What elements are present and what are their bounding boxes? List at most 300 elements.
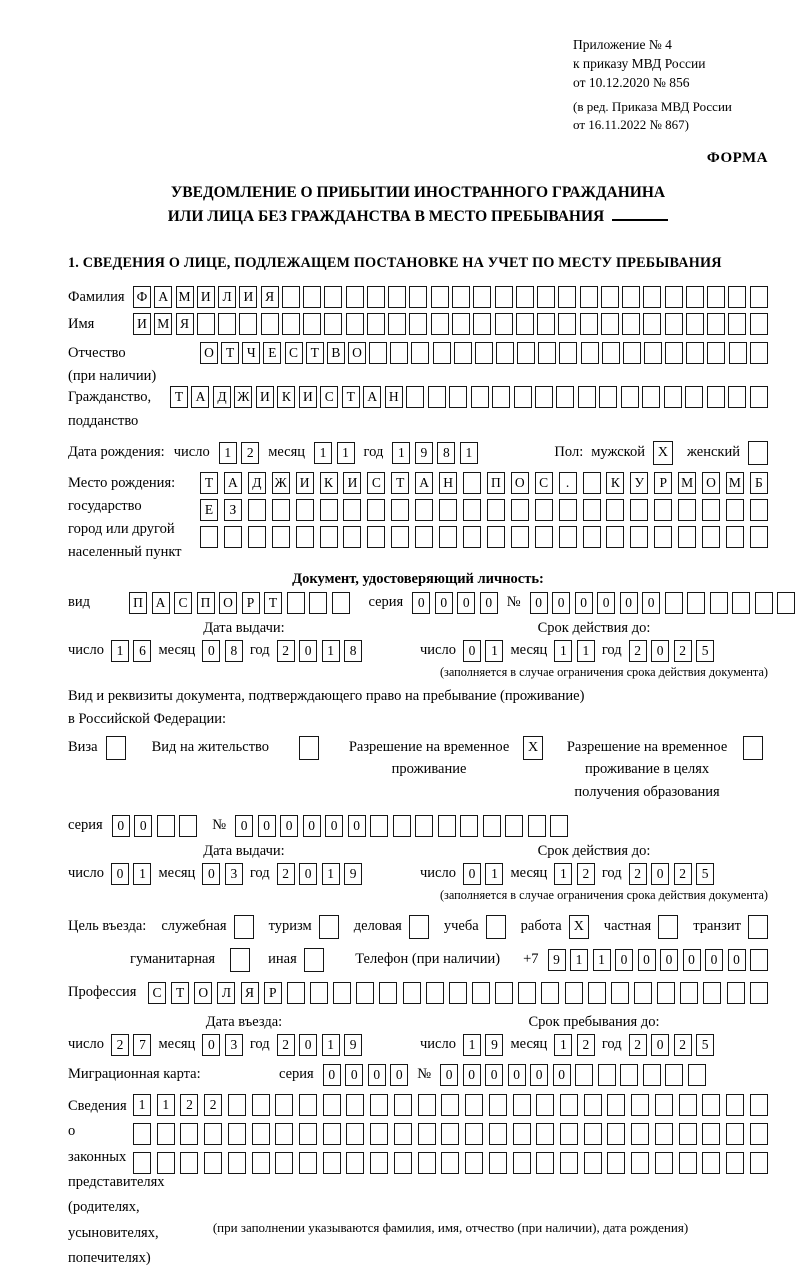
residence-permit-checkbox[interactable] [299, 736, 319, 760]
char-cell[interactable]: Т [342, 386, 360, 408]
char-cell[interactable]: 2 [629, 640, 647, 662]
char-cell[interactable] [204, 1123, 222, 1145]
char-cell[interactable]: 5 [696, 1034, 714, 1056]
char-cell[interactable] [487, 526, 505, 548]
char-cell[interactable] [272, 499, 290, 521]
char-cell[interactable] [726, 526, 744, 548]
char-cell[interactable] [370, 1094, 388, 1116]
char-cell[interactable]: 6 [133, 640, 151, 662]
char-cell[interactable] [323, 1123, 341, 1145]
char-cell[interactable] [367, 313, 385, 335]
char-cell[interactable] [415, 499, 433, 521]
char-cell[interactable] [296, 499, 314, 521]
char-cell[interactable] [320, 526, 338, 548]
char-cell[interactable] [558, 286, 576, 308]
char-cell[interactable]: 9 [485, 1034, 503, 1056]
char-cell[interactable] [393, 815, 411, 837]
char-cell[interactable]: 0 [280, 815, 298, 837]
char-cell[interactable] [535, 499, 553, 521]
char-cell[interactable] [343, 526, 361, 548]
char-cell[interactable] [528, 815, 546, 837]
char-cell[interactable]: Е [200, 499, 218, 521]
char-cell[interactable]: В [327, 342, 345, 364]
char-cell[interactable]: К [277, 386, 295, 408]
char-cell[interactable] [621, 386, 639, 408]
char-cell[interactable] [581, 342, 599, 364]
char-cell[interactable]: 0 [440, 1064, 458, 1086]
char-cell[interactable] [179, 815, 197, 837]
char-cell[interactable] [516, 286, 534, 308]
sex-female-checkbox[interactable] [748, 441, 768, 465]
char-cell[interactable] [518, 982, 536, 1004]
char-cell[interactable] [460, 815, 478, 837]
char-cell[interactable]: 0 [463, 863, 481, 885]
char-cell[interactable] [333, 982, 351, 1004]
char-cell[interactable] [370, 1123, 388, 1145]
char-cell[interactable] [631, 1094, 649, 1116]
char-cell[interactable] [726, 1094, 744, 1116]
char-cell[interactable] [578, 386, 596, 408]
char-cell[interactable] [409, 286, 427, 308]
char-cell[interactable]: И [197, 286, 215, 308]
char-cell[interactable]: 0 [202, 640, 220, 662]
char-cell[interactable]: 1 [392, 442, 410, 464]
char-cell[interactable] [282, 313, 300, 335]
char-cell[interactable]: 1 [133, 863, 151, 885]
char-cell[interactable] [472, 982, 490, 1004]
char-cell[interactable] [702, 526, 720, 548]
char-cell[interactable]: Б [750, 472, 768, 494]
char-cell[interactable] [538, 342, 556, 364]
char-cell[interactable] [282, 286, 300, 308]
visa-checkbox[interactable] [106, 736, 126, 760]
char-cell[interactable] [728, 313, 746, 335]
char-cell[interactable]: У [630, 472, 648, 494]
char-cell[interactable] [685, 386, 703, 408]
char-cell[interactable]: 9 [415, 442, 433, 464]
char-cell[interactable] [272, 526, 290, 548]
char-cell[interactable]: К [606, 472, 624, 494]
char-cell[interactable] [750, 526, 768, 548]
char-cell[interactable] [418, 1123, 436, 1145]
char-cell[interactable] [777, 592, 795, 614]
char-cell[interactable]: 1 [485, 863, 503, 885]
char-cell[interactable] [513, 1094, 531, 1116]
char-cell[interactable] [511, 499, 529, 521]
char-cell[interactable] [403, 982, 421, 1004]
char-cell[interactable] [495, 313, 513, 335]
char-cell[interactable] [463, 526, 481, 548]
char-cell[interactable] [707, 386, 725, 408]
char-cell[interactable] [630, 526, 648, 548]
char-cell[interactable] [702, 499, 720, 521]
char-cell[interactable] [606, 499, 624, 521]
char-cell[interactable]: Т [391, 472, 409, 494]
char-cell[interactable] [415, 526, 433, 548]
char-cell[interactable]: 0 [463, 640, 481, 662]
char-cell[interactable]: 0 [728, 949, 746, 971]
char-cell[interactable]: 1 [322, 1034, 340, 1056]
char-cell[interactable] [346, 1123, 364, 1145]
char-cell[interactable] [654, 526, 672, 548]
char-cell[interactable]: Л [217, 982, 235, 1004]
char-cell[interactable]: 0 [235, 815, 253, 837]
char-cell[interactable] [631, 1123, 649, 1145]
char-cell[interactable] [556, 386, 574, 408]
char-cell[interactable] [622, 313, 640, 335]
char-cell[interactable]: 2 [629, 1034, 647, 1056]
char-cell[interactable] [310, 982, 328, 1004]
char-cell[interactable]: 1 [219, 442, 237, 464]
char-cell[interactable] [513, 1123, 531, 1145]
char-cell[interactable]: И [299, 386, 317, 408]
char-cell[interactable] [324, 286, 342, 308]
char-cell[interactable]: 0 [705, 949, 723, 971]
char-cell[interactable]: П [197, 592, 215, 614]
char-cell[interactable] [228, 1123, 246, 1145]
char-cell[interactable]: 0 [345, 1064, 363, 1086]
char-cell[interactable]: 8 [225, 640, 243, 662]
char-cell[interactable] [438, 815, 456, 837]
char-cell[interactable] [665, 342, 683, 364]
char-cell[interactable]: Р [242, 592, 260, 614]
char-cell[interactable]: 5 [696, 863, 714, 885]
char-cell[interactable]: А [191, 386, 209, 408]
char-cell[interactable] [495, 286, 513, 308]
char-cell[interactable] [463, 499, 481, 521]
char-cell[interactable] [367, 286, 385, 308]
char-cell[interactable] [707, 342, 725, 364]
char-cell[interactable] [411, 342, 429, 364]
char-cell[interactable] [441, 1094, 459, 1116]
char-cell[interactable]: Ч [242, 342, 260, 364]
char-cell[interactable]: 0 [111, 863, 129, 885]
char-cell[interactable]: 2 [277, 640, 295, 662]
char-cell[interactable] [367, 499, 385, 521]
char-cell[interactable] [702, 1123, 720, 1145]
char-cell[interactable] [644, 342, 662, 364]
char-cell[interactable] [583, 499, 601, 521]
char-cell[interactable]: 0 [202, 1034, 220, 1056]
char-cell[interactable] [536, 1094, 554, 1116]
char-cell[interactable] [755, 592, 773, 614]
char-cell[interactable]: Р [264, 982, 282, 1004]
char-cell[interactable]: 1 [133, 1094, 151, 1116]
char-cell[interactable]: Д [248, 472, 266, 494]
temp-residence-checkbox[interactable]: X [523, 736, 543, 760]
char-cell[interactable] [665, 1064, 683, 1086]
char-cell[interactable]: 0 [552, 592, 570, 614]
char-cell[interactable] [560, 1123, 578, 1145]
purpose-transit-checkbox[interactable] [748, 915, 768, 939]
char-cell[interactable]: 0 [651, 640, 669, 662]
char-cell[interactable]: С [535, 472, 553, 494]
char-cell[interactable] [287, 592, 305, 614]
char-cell[interactable]: Е [263, 342, 281, 364]
char-cell[interactable] [418, 1094, 436, 1116]
char-cell[interactable] [657, 982, 675, 1004]
char-cell[interactable] [343, 499, 361, 521]
char-cell[interactable]: 0 [638, 949, 656, 971]
char-cell[interactable]: К [320, 472, 338, 494]
char-cell[interactable] [607, 1094, 625, 1116]
char-cell[interactable]: 1 [460, 442, 478, 464]
char-cell[interactable] [261, 313, 279, 335]
char-cell[interactable] [406, 386, 424, 408]
char-cell[interactable]: 2 [674, 863, 692, 885]
char-cell[interactable]: О [511, 472, 529, 494]
char-cell[interactable]: 0 [463, 1064, 481, 1086]
char-cell[interactable] [320, 499, 338, 521]
char-cell[interactable] [287, 982, 305, 1004]
char-cell[interactable]: 0 [368, 1064, 386, 1086]
char-cell[interactable] [750, 1123, 768, 1145]
char-cell[interactable] [680, 982, 698, 1004]
char-cell[interactable] [388, 286, 406, 308]
char-cell[interactable] [703, 982, 721, 1004]
char-cell[interactable]: 9 [344, 863, 362, 885]
char-cell[interactable] [388, 313, 406, 335]
char-cell[interactable] [303, 313, 321, 335]
char-cell[interactable] [678, 499, 696, 521]
char-cell[interactable]: Я [261, 286, 279, 308]
char-cell[interactable]: Я [176, 313, 194, 335]
char-cell[interactable]: 2 [674, 1034, 692, 1056]
char-cell[interactable] [634, 982, 652, 1004]
char-cell[interactable]: 0 [615, 949, 633, 971]
char-cell[interactable] [686, 286, 704, 308]
char-cell[interactable]: 9 [344, 1034, 362, 1056]
char-cell[interactable] [606, 526, 624, 548]
char-cell[interactable]: М [176, 286, 194, 308]
char-cell[interactable]: З [224, 499, 242, 521]
char-cell[interactable] [630, 499, 648, 521]
char-cell[interactable] [750, 342, 768, 364]
char-cell[interactable]: Н [385, 386, 403, 408]
char-cell[interactable]: 9 [548, 949, 566, 971]
char-cell[interactable] [729, 342, 747, 364]
char-cell[interactable]: 1 [322, 640, 340, 662]
char-cell[interactable] [489, 1123, 507, 1145]
char-cell[interactable]: 1 [337, 442, 355, 464]
char-cell[interactable]: 0 [299, 863, 317, 885]
char-cell[interactable] [558, 313, 576, 335]
char-cell[interactable] [516, 313, 534, 335]
char-cell[interactable]: Т [170, 386, 188, 408]
char-cell[interactable]: А [363, 386, 381, 408]
char-cell[interactable] [252, 1123, 270, 1145]
char-cell[interactable]: А [415, 472, 433, 494]
char-cell[interactable]: 0 [530, 592, 548, 614]
char-cell[interactable] [133, 1123, 151, 1145]
char-cell[interactable]: 0 [642, 592, 660, 614]
char-cell[interactable]: Д [213, 386, 231, 408]
char-cell[interactable] [218, 313, 236, 335]
char-cell[interactable] [584, 1094, 602, 1116]
char-cell[interactable] [356, 982, 374, 1004]
char-cell[interactable] [598, 1064, 616, 1086]
char-cell[interactable] [559, 342, 577, 364]
char-cell[interactable] [200, 526, 218, 548]
char-cell[interactable]: 0 [530, 1064, 548, 1086]
char-cell[interactable]: И [296, 472, 314, 494]
char-cell[interactable]: 2 [204, 1094, 222, 1116]
char-cell[interactable]: . [559, 472, 577, 494]
char-cell[interactable]: 7 [133, 1034, 151, 1056]
char-cell[interactable]: И [256, 386, 274, 408]
char-cell[interactable] [687, 592, 705, 614]
char-cell[interactable] [580, 313, 598, 335]
char-cell[interactable]: 1 [111, 640, 129, 662]
char-cell[interactable] [688, 1064, 706, 1086]
char-cell[interactable]: М [678, 472, 696, 494]
char-cell[interactable]: А [152, 592, 170, 614]
char-cell[interactable] [346, 313, 364, 335]
char-cell[interactable] [686, 342, 704, 364]
char-cell[interactable]: О [194, 982, 212, 1004]
char-cell[interactable] [431, 313, 449, 335]
char-cell[interactable] [346, 1094, 364, 1116]
char-cell[interactable]: 1 [314, 442, 332, 464]
char-cell[interactable]: 2 [577, 863, 595, 885]
char-cell[interactable]: О [702, 472, 720, 494]
char-cell[interactable] [428, 386, 446, 408]
char-cell[interactable]: Н [439, 472, 457, 494]
char-cell[interactable]: 2 [241, 442, 259, 464]
char-cell[interactable]: 0 [660, 949, 678, 971]
char-cell[interactable] [541, 982, 559, 1004]
char-cell[interactable]: 0 [299, 1034, 317, 1056]
char-cell[interactable]: 2 [674, 640, 692, 662]
char-cell[interactable]: 0 [258, 815, 276, 837]
char-cell[interactable]: 3 [225, 1034, 243, 1056]
char-cell[interactable] [679, 1123, 697, 1145]
char-cell[interactable] [623, 342, 641, 364]
char-cell[interactable] [611, 982, 629, 1004]
char-cell[interactable] [565, 982, 583, 1004]
char-cell[interactable]: 0 [134, 815, 152, 837]
char-cell[interactable] [727, 982, 745, 1004]
char-cell[interactable] [537, 313, 555, 335]
char-cell[interactable]: С [148, 982, 166, 1004]
char-cell[interactable]: Я [241, 982, 259, 1004]
char-cell[interactable]: А [224, 472, 242, 494]
char-cell[interactable] [441, 1123, 459, 1145]
char-cell[interactable]: Р [654, 472, 672, 494]
char-cell[interactable] [575, 1064, 593, 1086]
char-cell[interactable] [511, 526, 529, 548]
char-cell[interactable]: О [348, 342, 366, 364]
char-cell[interactable]: 0 [412, 592, 430, 614]
char-cell[interactable]: 1 [485, 640, 503, 662]
char-cell[interactable] [580, 286, 598, 308]
char-cell[interactable] [367, 526, 385, 548]
temp-residence-education-checkbox[interactable] [743, 736, 763, 760]
char-cell[interactable] [560, 1094, 578, 1116]
char-cell[interactable] [654, 499, 672, 521]
char-cell[interactable]: А [154, 286, 172, 308]
char-cell[interactable] [599, 386, 617, 408]
char-cell[interactable] [379, 982, 397, 1004]
char-cell[interactable] [439, 526, 457, 548]
char-cell[interactable]: 1 [463, 1034, 481, 1056]
char-cell[interactable] [487, 499, 505, 521]
char-cell[interactable] [465, 1094, 483, 1116]
char-cell[interactable]: 1 [570, 949, 588, 971]
char-cell[interactable] [732, 592, 750, 614]
char-cell[interactable] [665, 313, 683, 335]
purpose-work-checkbox[interactable]: X [569, 915, 589, 939]
char-cell[interactable] [750, 313, 768, 335]
char-cell[interactable] [602, 342, 620, 364]
char-cell[interactable] [296, 526, 314, 548]
char-cell[interactable] [750, 499, 768, 521]
char-cell[interactable] [303, 286, 321, 308]
char-cell[interactable]: Т [306, 342, 324, 364]
char-cell[interactable]: 0 [480, 592, 498, 614]
char-cell[interactable] [535, 526, 553, 548]
char-cell[interactable] [622, 286, 640, 308]
char-cell[interactable] [452, 286, 470, 308]
char-cell[interactable]: 0 [299, 640, 317, 662]
char-cell[interactable] [299, 1123, 317, 1145]
char-cell[interactable] [702, 1094, 720, 1116]
char-cell[interactable] [489, 1094, 507, 1116]
char-cell[interactable]: Л [218, 286, 236, 308]
char-cell[interactable] [726, 1123, 744, 1145]
char-cell[interactable]: 0 [683, 949, 701, 971]
char-cell[interactable]: И [133, 313, 151, 335]
char-cell[interactable] [643, 286, 661, 308]
char-cell[interactable]: Т [221, 342, 239, 364]
char-cell[interactable] [750, 949, 768, 971]
purpose-other-checkbox[interactable] [304, 948, 324, 972]
purpose-study-checkbox[interactable] [486, 915, 506, 939]
char-cell[interactable] [664, 386, 682, 408]
char-cell[interactable] [157, 815, 175, 837]
char-cell[interactable] [601, 286, 619, 308]
char-cell[interactable] [390, 342, 408, 364]
char-cell[interactable]: С [174, 592, 192, 614]
char-cell[interactable] [180, 1123, 198, 1145]
char-cell[interactable] [473, 286, 491, 308]
char-cell[interactable] [726, 499, 744, 521]
char-cell[interactable] [248, 526, 266, 548]
char-cell[interactable]: И [343, 472, 361, 494]
char-cell[interactable] [642, 386, 660, 408]
purpose-humanitarian-checkbox[interactable] [230, 948, 250, 972]
char-cell[interactable] [449, 982, 467, 1004]
char-cell[interactable] [452, 313, 470, 335]
char-cell[interactable] [391, 526, 409, 548]
char-cell[interactable]: 0 [508, 1064, 526, 1086]
char-cell[interactable] [655, 1094, 673, 1116]
char-cell[interactable] [224, 526, 242, 548]
char-cell[interactable] [707, 286, 725, 308]
purpose-private-checkbox[interactable] [658, 915, 678, 939]
char-cell[interactable]: 2 [629, 863, 647, 885]
char-cell[interactable] [750, 386, 768, 408]
char-cell[interactable]: 0 [575, 592, 593, 614]
char-cell[interactable] [588, 982, 606, 1004]
char-cell[interactable] [483, 815, 501, 837]
char-cell[interactable]: 0 [323, 1064, 341, 1086]
char-cell[interactable] [275, 1094, 293, 1116]
char-cell[interactable] [391, 499, 409, 521]
char-cell[interactable]: М [726, 472, 744, 494]
char-cell[interactable]: П [129, 592, 147, 614]
char-cell[interactable] [583, 526, 601, 548]
